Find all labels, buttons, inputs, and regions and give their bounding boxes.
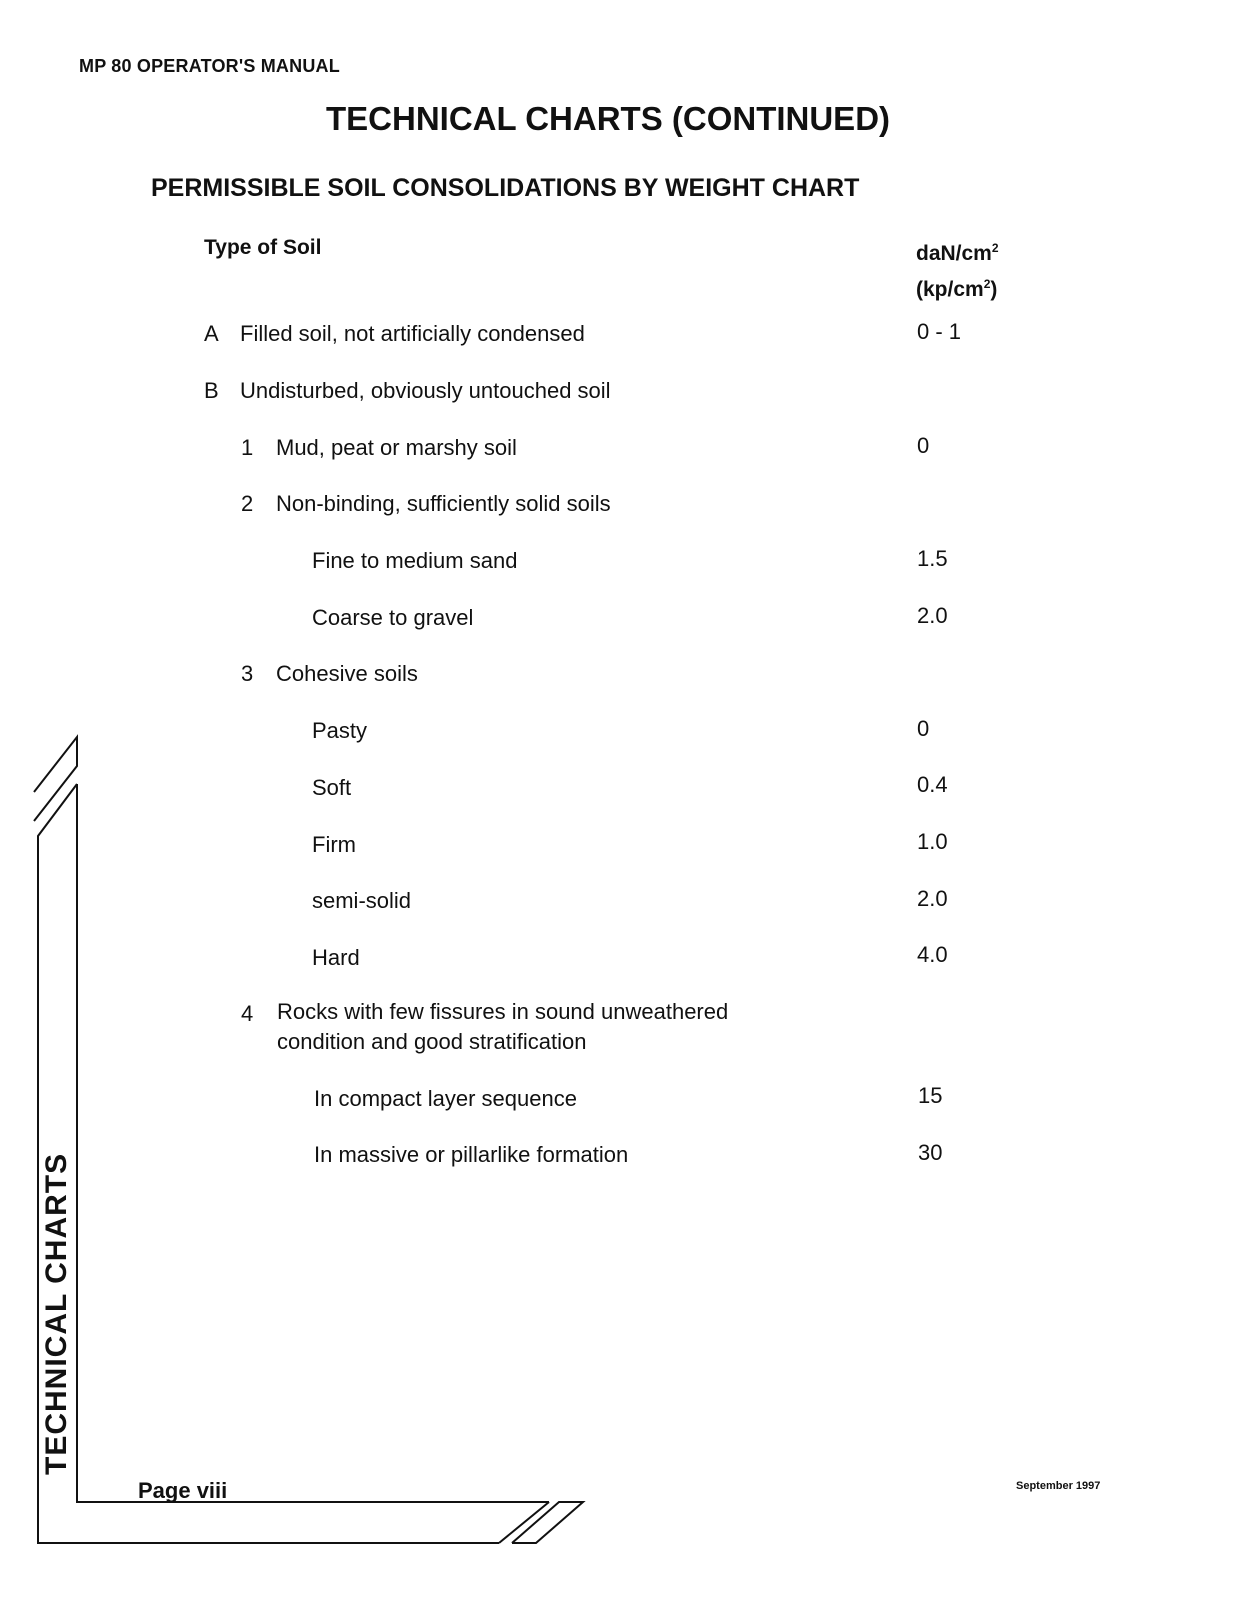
row-label: Hard	[312, 945, 360, 970]
unit-line-1	[916, 233, 999, 269]
row-code: 1	[241, 435, 254, 460]
row-value: 4.0	[917, 942, 948, 967]
publication-date: September 1997	[1016, 1480, 1101, 1492]
row-code: 4	[241, 1001, 254, 1026]
side-tab-text: TECHNICAL CHARTS	[40, 1152, 73, 1475]
unit-line-2-sup: 2	[983, 277, 991, 291]
row-value: 1.0	[917, 829, 948, 854]
row-label: Cohesive soils	[276, 661, 418, 686]
column-header-soil: Type of Soil	[204, 236, 322, 259]
row-value: 15	[918, 1083, 943, 1108]
row-label: Filled soil, not artificially condensed	[240, 321, 585, 346]
chart-title: PERMISSIBLE SOIL CONSOLIDATIONS BY WEIGHT CHART	[151, 174, 860, 202]
side-tab-label	[40, 1153, 74, 1475]
unit-line-2-base: (kp/cm	[916, 278, 984, 301]
row-value: 2.0	[917, 603, 948, 628]
row-code: 2	[241, 491, 254, 516]
unit-line-2	[916, 269, 999, 305]
row-label: Rocks with few fissures in sound unweathered condition and good stratification	[277, 999, 729, 1054]
page-title	[0, 100, 1236, 138]
row-label: Fine to medium sand	[312, 548, 518, 573]
row-value: 0	[917, 433, 930, 458]
row-value: 1.5	[917, 546, 948, 571]
row-label: In massive or pillarlike formation	[314, 1142, 629, 1167]
row-code: A	[204, 321, 219, 346]
row-value: 2.0	[917, 886, 948, 911]
unit-line-2-end: )	[990, 278, 998, 301]
unit-line-1-sup: 2	[991, 241, 999, 255]
row-label: Undisturbed, obviously untouched soil	[240, 378, 611, 403]
frame-slash-top	[34, 737, 77, 821]
manual-title: MP 80 OPERATOR'S MANUAL	[79, 56, 340, 76]
row-label: Pasty	[312, 718, 368, 743]
row-code: B	[204, 378, 219, 403]
row-value: 0	[917, 716, 930, 741]
row-label: Mud, peat or marshy soil	[276, 435, 517, 460]
unit-line-1-base: daN/cm	[916, 242, 992, 265]
row-label: In compact layer sequence	[314, 1086, 577, 1111]
row-value: 30	[918, 1140, 943, 1165]
row-value: 0.4	[917, 772, 948, 797]
page-number: Page viii	[138, 1478, 228, 1503]
row-label: Soft	[312, 775, 352, 800]
column-header-unit	[916, 233, 999, 305]
frame-slash-bottom-1	[499, 1502, 549, 1543]
page-title-text: TECHNICAL CHARTS (CONTINUED)	[325, 100, 891, 137]
row-label: Non-binding, sufficiently solid soils	[276, 491, 611, 516]
row-label: Coarse to gravel	[312, 605, 474, 630]
row-code: 3	[241, 661, 254, 686]
row-label: semi-solid	[312, 888, 412, 913]
row-label: Firm	[312, 832, 356, 857]
row-value: 0 - 1	[917, 319, 962, 344]
